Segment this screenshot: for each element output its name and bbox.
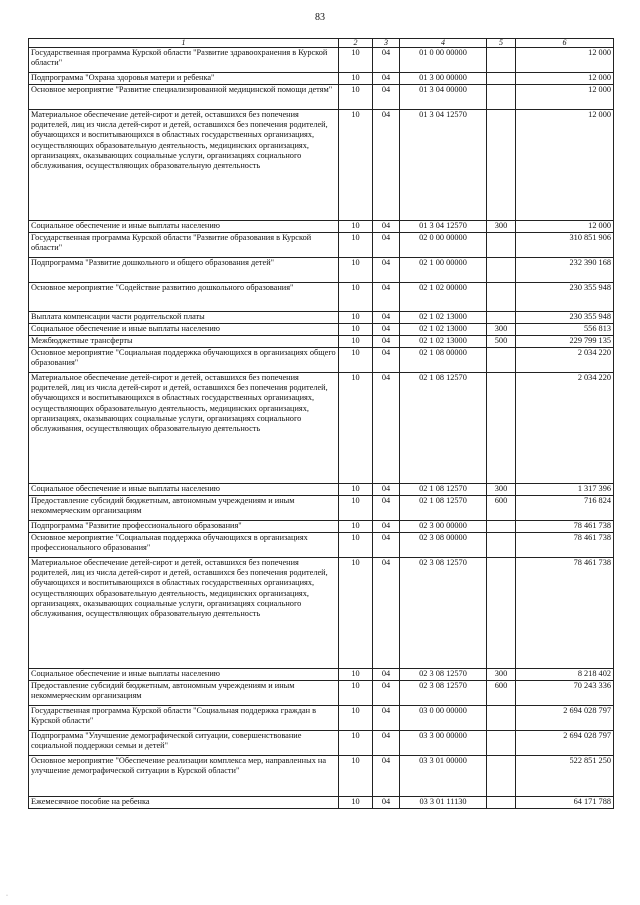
- row-section-cell: 10: [339, 797, 373, 809]
- row-subsection-cell: 04: [373, 558, 400, 669]
- row-name-cell: Материальное обеспечение детей-сирот и детей, оставшихся без попечения родителей, лиц из числа детей-сирот и детей, оставшихся без попечения родителей, обучающихся и воспитывающихся в областных государственных организациях, осуществляющих образовательную деятельность, медицинских организациях, организациях, оказывающих социальные услуги, организациях социального обслуживания, осуществляющих образовательную деятельность: [29, 373, 339, 484]
- row-amount-cell: 232 390 168: [516, 258, 614, 283]
- row-expense-type-cell: [487, 756, 516, 797]
- row-section-cell: 10: [339, 669, 373, 681]
- table-row: [29, 669, 614, 681]
- row-section-cell: 10: [339, 706, 373, 731]
- row-name-cell: Основное мероприятие "Содействие развитию дошкольного образования": [29, 283, 339, 312]
- row-subsection-cell: 04: [373, 731, 400, 756]
- row-amount-cell: 12 000: [516, 221, 614, 233]
- row-expense-type-cell: [487, 348, 516, 373]
- row-name-cell: Подпрограмма "Развитие дошкольного и общего образования детей": [29, 258, 339, 283]
- row-target-article-cell: 01 3 04 00000: [400, 85, 487, 110]
- row-subsection-cell: 04: [373, 533, 400, 558]
- table-row: [29, 85, 614, 110]
- row-amount-cell: 8 218 402: [516, 669, 614, 681]
- row-subsection-cell: 04: [373, 110, 400, 221]
- row-expense-type-cell: [487, 283, 516, 312]
- row-section-cell: 10: [339, 533, 373, 558]
- row-target-article-cell: 02 1 08 12570: [400, 373, 487, 484]
- row-section-cell: 10: [339, 85, 373, 110]
- table-row: [29, 324, 614, 336]
- row-amount-cell: 78 461 738: [516, 521, 614, 533]
- row-amount-cell: 12 000: [516, 73, 614, 85]
- row-section-cell: 10: [339, 496, 373, 521]
- row-amount-cell: 310 851 906: [516, 233, 614, 258]
- table-row: [29, 73, 614, 85]
- row-subsection-cell: 04: [373, 756, 400, 797]
- row-expense-type-cell: [487, 312, 516, 324]
- row-section-cell: 10: [339, 48, 373, 73]
- row-name-cell: Материальное обеспечение детей-сирот и детей, оставшихся без попечения родителей, лиц из числа детей-сирот и детей, оставшихся без попечения родителей, обучающихся и воспитывающихся в областных государственных организациях, осуществляющих образовательную деятельность, медицинских организациях, организациях, оказывающих социальные услуги, организациях социального обслуживания, осуществляющих образовательную деятельность: [29, 558, 339, 669]
- row-expense-type-cell: [487, 85, 516, 110]
- row-expense-type-cell: [487, 521, 516, 533]
- row-subsection-cell: 04: [373, 312, 400, 324]
- row-target-article-cell: 01 3 04 12570: [400, 110, 487, 221]
- row-amount-cell: 230 355 948: [516, 283, 614, 312]
- row-section-cell: 10: [339, 258, 373, 283]
- row-name-cell: Государственная программа Курской области "Социальная поддержка граждан в Курской области": [29, 706, 339, 731]
- row-name-cell: Предоставление субсидий бюджетным, автономным учреждениям и иным некоммерческим организациям: [29, 681, 339, 706]
- row-subsection-cell: 04: [373, 669, 400, 681]
- row-name-cell: Государственная программа Курской области "Развитие здравоохранения в Курской области": [29, 48, 339, 73]
- row-subsection-cell: 04: [373, 85, 400, 110]
- row-subsection-cell: 04: [373, 373, 400, 484]
- scan-mark: ·: [6, 893, 8, 899]
- row-target-article-cell: 02 1 02 00000: [400, 283, 487, 312]
- column-header-4: 4: [400, 39, 487, 48]
- row-name-cell: Подпрограмма "Охрана здоровья матери и ребенка": [29, 73, 339, 85]
- table-row: [29, 533, 614, 558]
- row-target-article-cell: 01 3 04 12570: [400, 221, 487, 233]
- row-subsection-cell: 04: [373, 48, 400, 73]
- row-amount-cell: 230 355 948: [516, 312, 614, 324]
- row-expense-type-cell: [487, 233, 516, 258]
- table-row: [29, 681, 614, 706]
- row-expense-type-cell: [487, 797, 516, 809]
- row-amount-cell: 716 824: [516, 496, 614, 521]
- row-target-article-cell: 02 1 02 13000: [400, 336, 487, 348]
- table-row: [29, 258, 614, 283]
- row-expense-type-cell: 600: [487, 681, 516, 706]
- row-name-cell: Основное мероприятие "Социальная поддержка обучающихся в организациях общего образования": [29, 348, 339, 373]
- table-row: [29, 756, 614, 797]
- table-row: [29, 521, 614, 533]
- row-target-article-cell: 03 3 01 00000: [400, 756, 487, 797]
- row-amount-cell: 12 000: [516, 110, 614, 221]
- row-section-cell: 10: [339, 681, 373, 706]
- row-name-cell: Социальное обеспечение и иные выплаты населению: [29, 669, 339, 681]
- row-target-article-cell: 02 0 00 00000: [400, 233, 487, 258]
- row-target-article-cell: 02 3 08 00000: [400, 533, 487, 558]
- row-target-article-cell: 02 1 00 00000: [400, 258, 487, 283]
- table-row: [29, 731, 614, 756]
- row-subsection-cell: 04: [373, 797, 400, 809]
- row-name-cell: Социальное обеспечение и иные выплаты населению: [29, 324, 339, 336]
- table-row: [29, 496, 614, 521]
- row-amount-cell: 70 243 336: [516, 681, 614, 706]
- row-amount-cell: 78 461 738: [516, 558, 614, 669]
- column-number-row: [29, 39, 614, 48]
- row-section-cell: 10: [339, 756, 373, 797]
- column-header-6: 6: [516, 39, 614, 48]
- row-target-article-cell: 02 1 08 12570: [400, 496, 487, 521]
- row-amount-cell: 2 694 028 797: [516, 706, 614, 731]
- row-expense-type-cell: [487, 731, 516, 756]
- table-row: [29, 797, 614, 809]
- row-subsection-cell: 04: [373, 258, 400, 283]
- row-amount-cell: 229 799 135: [516, 336, 614, 348]
- row-section-cell: 10: [339, 484, 373, 496]
- row-section-cell: 10: [339, 312, 373, 324]
- table-row: [29, 336, 614, 348]
- row-subsection-cell: 04: [373, 348, 400, 373]
- row-expense-type-cell: [487, 258, 516, 283]
- column-header-1: 1: [29, 39, 339, 48]
- row-subsection-cell: 04: [373, 73, 400, 85]
- row-name-cell: Социальное обеспечение и иные выплаты населению: [29, 221, 339, 233]
- table-row: [29, 706, 614, 731]
- row-amount-cell: 78 461 738: [516, 533, 614, 558]
- row-name-cell: Подпрограмма "Улучшение демографической ситуации, совершенствование социальной поддержки семьи и детей": [29, 731, 339, 756]
- row-expense-type-cell: [487, 48, 516, 73]
- row-name-cell: Материальное обеспечение детей-сирот и детей, оставшихся без попечения родителей, лиц из числа детей-сирот и детей, оставшихся без попечения родителей, обучающихся и воспитывающихся в областных государственных организациях, осуществляющих образовательную деятельность, медицинских организациях, организациях, оказывающих социальные услуги, организациях социального обслуживания, осуществляющих образовательную деятельность: [29, 110, 339, 221]
- row-name-cell: Ежемесячное пособие на ребенка: [29, 797, 339, 809]
- row-target-article-cell: 02 3 08 12570: [400, 669, 487, 681]
- row-amount-cell: 556 813: [516, 324, 614, 336]
- table-row: [29, 348, 614, 373]
- table-row: [29, 558, 614, 669]
- row-amount-cell: 2 034 220: [516, 348, 614, 373]
- row-expense-type-cell: 500: [487, 336, 516, 348]
- row-section-cell: 10: [339, 221, 373, 233]
- page-number: 83: [315, 12, 325, 23]
- row-amount-cell: 1 317 396: [516, 484, 614, 496]
- budget-table: [28, 38, 614, 809]
- column-header-2: 2: [339, 39, 373, 48]
- table-row: [29, 110, 614, 221]
- row-amount-cell: 2 034 220: [516, 373, 614, 484]
- table-row: [29, 312, 614, 324]
- row-target-article-cell: 02 1 08 00000: [400, 348, 487, 373]
- row-name-cell: Основное мероприятие "Социальная поддержка обучающихся в организациях профессионального образования": [29, 533, 339, 558]
- row-expense-type-cell: 300: [487, 324, 516, 336]
- column-header-5: 5: [487, 39, 516, 48]
- row-expense-type-cell: [487, 706, 516, 731]
- row-target-article-cell: 02 1 08 12570: [400, 484, 487, 496]
- table-row: [29, 221, 614, 233]
- row-amount-cell: 12 000: [516, 48, 614, 73]
- row-section-cell: 10: [339, 521, 373, 533]
- row-subsection-cell: 04: [373, 484, 400, 496]
- row-subsection-cell: 04: [373, 496, 400, 521]
- row-target-article-cell: 02 1 02 13000: [400, 324, 487, 336]
- row-name-cell: Межбюджетные трансферты: [29, 336, 339, 348]
- row-subsection-cell: 04: [373, 521, 400, 533]
- table-row: [29, 484, 614, 496]
- row-target-article-cell: 01 0 00 00000: [400, 48, 487, 73]
- row-target-article-cell: 03 0 00 00000: [400, 706, 487, 731]
- row-expense-type-cell: 300: [487, 221, 516, 233]
- row-name-cell: Подпрограмма "Развитие профессионального образования": [29, 521, 339, 533]
- row-section-cell: 10: [339, 348, 373, 373]
- row-name-cell: Выплата компенсации части родительской платы: [29, 312, 339, 324]
- row-expense-type-cell: [487, 558, 516, 669]
- row-subsection-cell: 04: [373, 336, 400, 348]
- row-expense-type-cell: [487, 533, 516, 558]
- row-expense-type-cell: [487, 73, 516, 85]
- row-subsection-cell: 04: [373, 283, 400, 312]
- row-expense-type-cell: 300: [487, 484, 516, 496]
- row-subsection-cell: 04: [373, 706, 400, 731]
- table-row: [29, 283, 614, 312]
- row-name-cell: Социальное обеспечение и иные выплаты населению: [29, 484, 339, 496]
- row-amount-cell: 64 171 788: [516, 797, 614, 809]
- row-target-article-cell: 01 3 00 00000: [400, 73, 487, 85]
- row-section-cell: 10: [339, 73, 373, 85]
- row-amount-cell: 12 000: [516, 85, 614, 110]
- row-name-cell: Предоставление субсидий бюджетным, автономным учреждениям и иным некоммерческим организациям: [29, 496, 339, 521]
- row-subsection-cell: 04: [373, 324, 400, 336]
- row-section-cell: 10: [339, 731, 373, 756]
- row-target-article-cell: 02 1 02 13000: [400, 312, 487, 324]
- row-section-cell: 10: [339, 373, 373, 484]
- row-name-cell: Основное мероприятие "Развитие специализированной медицинской помощи детям": [29, 85, 339, 110]
- row-target-article-cell: 02 3 08 12570: [400, 558, 487, 669]
- row-section-cell: 10: [339, 233, 373, 258]
- row-subsection-cell: 04: [373, 221, 400, 233]
- row-subsection-cell: 04: [373, 681, 400, 706]
- table-row: [29, 373, 614, 484]
- row-expense-type-cell: [487, 373, 516, 484]
- row-target-article-cell: 03 3 01 11130: [400, 797, 487, 809]
- row-subsection-cell: 04: [373, 233, 400, 258]
- row-target-article-cell: 02 3 00 00000: [400, 521, 487, 533]
- row-amount-cell: 2 694 028 797: [516, 731, 614, 756]
- row-expense-type-cell: [487, 110, 516, 221]
- row-expense-type-cell: 600: [487, 496, 516, 521]
- table-row: [29, 48, 614, 73]
- row-name-cell: Основное мероприятие "Обеспечение реализации комплекса мер, направленных на улучшение демографической ситуации в Курской области": [29, 756, 339, 797]
- row-expense-type-cell: 300: [487, 669, 516, 681]
- row-target-article-cell: 03 3 00 00000: [400, 731, 487, 756]
- row-section-cell: 10: [339, 283, 373, 312]
- row-name-cell: Государственная программа Курской области "Развитие образования в Курской области": [29, 233, 339, 258]
- row-section-cell: 10: [339, 324, 373, 336]
- table-row: [29, 233, 614, 258]
- row-section-cell: 10: [339, 336, 373, 348]
- row-amount-cell: 522 851 250: [516, 756, 614, 797]
- row-section-cell: 10: [339, 558, 373, 669]
- row-target-article-cell: 02 3 08 12570: [400, 681, 487, 706]
- row-section-cell: 10: [339, 110, 373, 221]
- column-header-3: 3: [373, 39, 400, 48]
